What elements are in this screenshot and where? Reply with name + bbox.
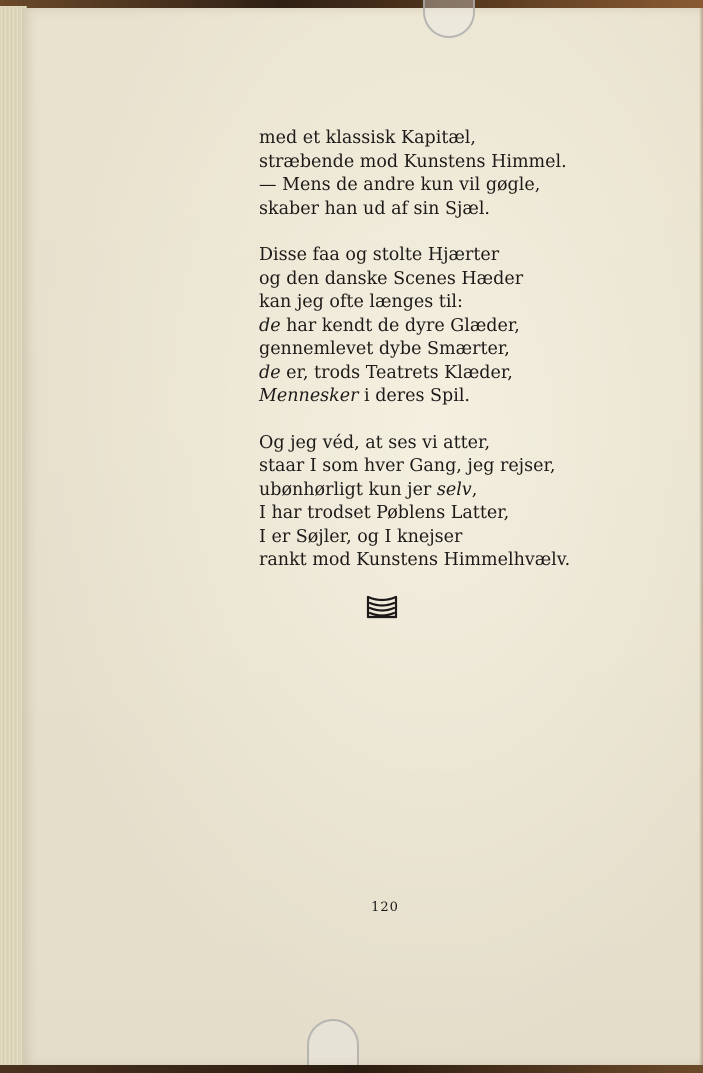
verse-line: stræbende mod Kunstens Himmel. — [259, 151, 567, 172]
verse-line-rest: i deres Spil. — [358, 386, 470, 406]
verse-line-rest: er, trods Teatrets Klæder, — [280, 362, 513, 383]
typographic-ornament-icon — [366, 594, 398, 620]
verse-line: Og jeg véd, at ses vi atter, — [259, 432, 491, 453]
verse-line — [259, 479, 659, 503]
stanza-3 — [259, 432, 659, 573]
verse-line: skaber han ud af sin Sjæl. — [259, 198, 490, 219]
page-right-edge — [699, 8, 703, 1066]
verse-line: gennemlevet dybe Smærter, — [259, 339, 510, 359]
book-cover-bottom-edge — [0, 1065, 703, 1073]
poem-text — [259, 127, 659, 596]
verse-line: I er Søjler, og I knejser — [259, 526, 463, 547]
verse-line: rankt mod Kunstens Himmelhvælv. — [259, 550, 571, 570]
verse-emphasis: de — [259, 362, 281, 383]
verse-emphasis: de — [259, 315, 281, 336]
verse-line-rest: har kendt de dyre Glæder, — [280, 315, 520, 336]
verse-emphasis: Mennesker — [259, 386, 359, 406]
verse-line — [259, 315, 659, 339]
verse-line: kan jeg ofte længes til: — [259, 292, 463, 312]
verse-line: og den danske Scenes Hæder — [259, 268, 524, 289]
verse-line: I har trodset Pøblens Latter, — [259, 503, 510, 523]
verse-line-start: ubønhørligt kun jer — [259, 479, 437, 500]
verse-line: med et klassisk Kapitæl, — [259, 128, 476, 148]
verse-emphasis: selv — [436, 479, 472, 500]
page-number: 120 — [371, 900, 399, 915]
verse-line-rest: , — [471, 479, 478, 500]
verse-line: — Mens de andre kun vil gøgle, — [259, 175, 541, 195]
stanza-2 — [259, 244, 659, 409]
verse-line: staar I som hver Gang, jeg rejser, — [259, 456, 556, 476]
verse-line: Disse faa og stolte Hjærter — [259, 245, 500, 265]
stanza-1 — [259, 127, 659, 221]
verse-line — [259, 385, 659, 409]
verse-line — [259, 362, 659, 386]
